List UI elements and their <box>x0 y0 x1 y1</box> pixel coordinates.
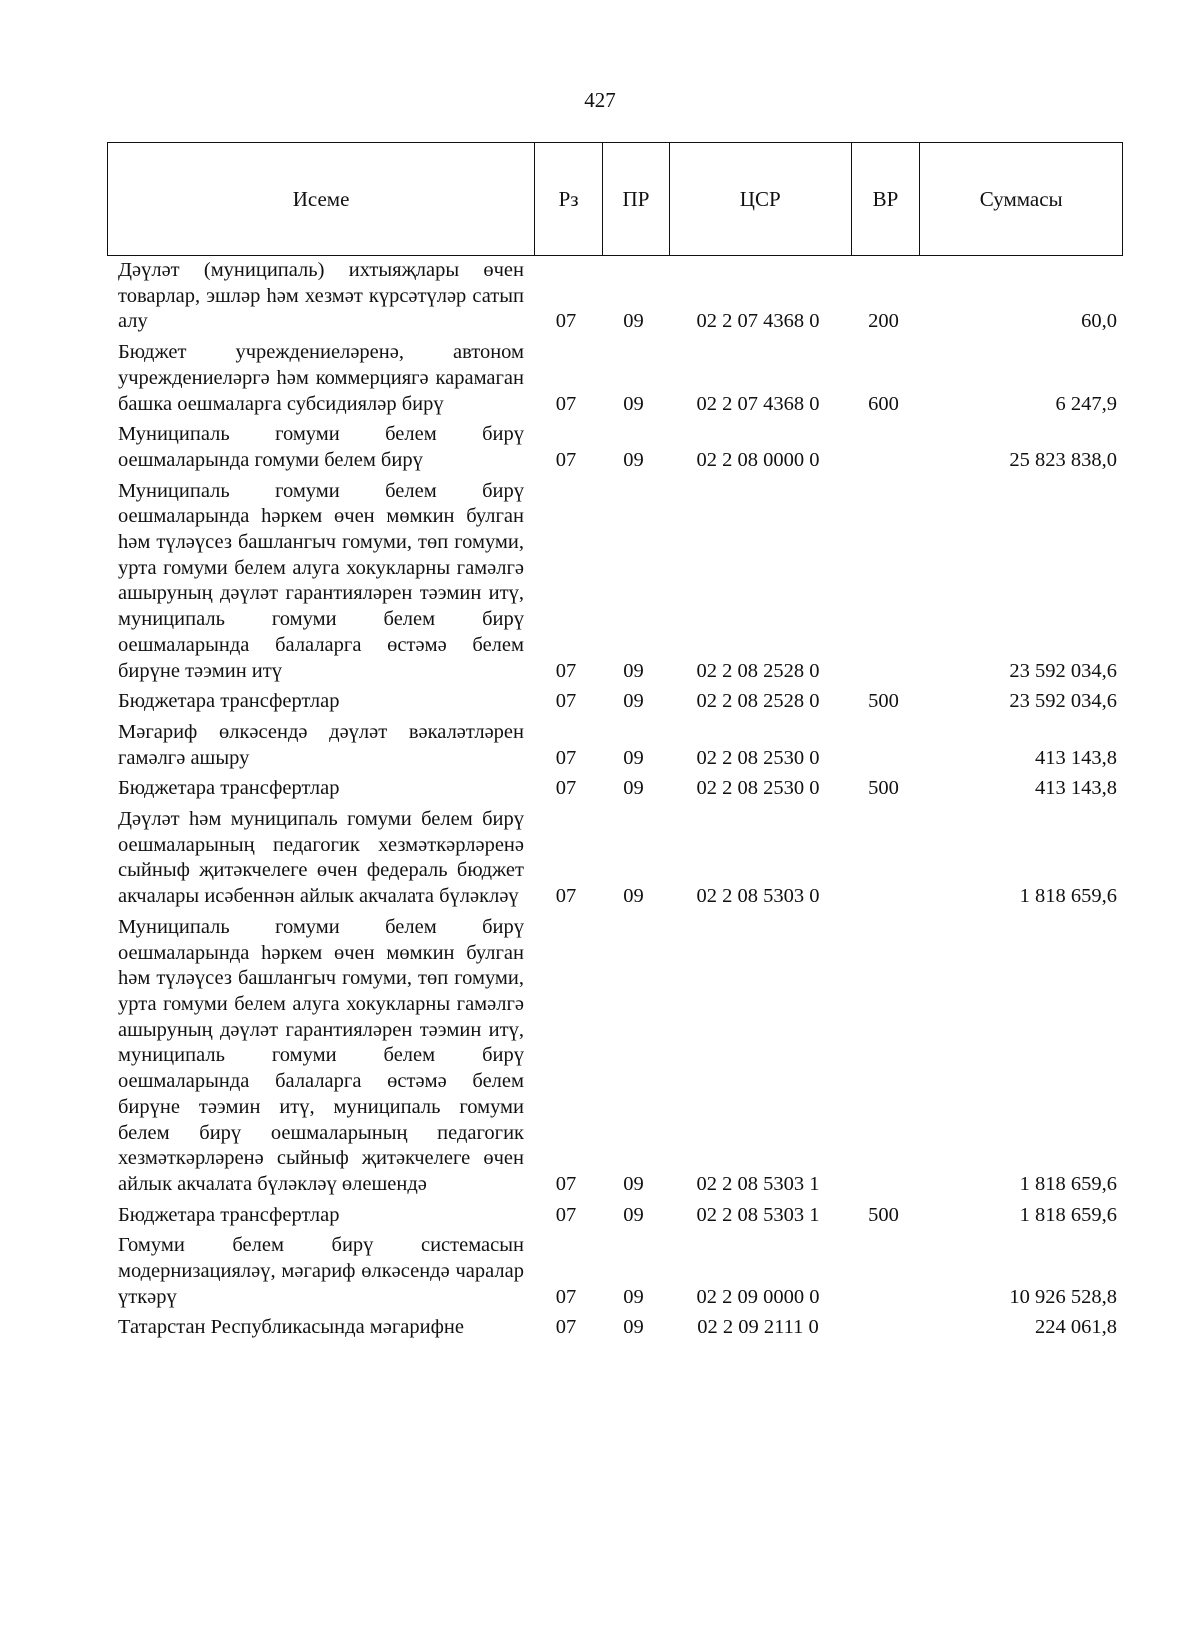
row-csr: 02 2 07 4368 0 <box>696 310 820 333</box>
row-rz: 07 <box>555 1285 577 1308</box>
table-row <box>0 1203 1200 1229</box>
row-name: Муниципаль гомуми белем бирү оешмаларында һәркем өчен мөмкин булган һәм түләүсез башлангыч гомуми, төп гомуми, урта гомуми белем алуга хокукларны гамәлгә ашыруның дәүләт гарантияләрен тәэмин итү, муниципаль гомуми белем бирү оешмаларында балаларга өстәмә белем бирүне тәэмин итү <box>118 479 524 682</box>
row-name: Дәүләт һәм муниципаль гомуми белем бирү оешмаларының педагогик хезмәткәрләренә сыйныф җитәкчелеге өчен федераль бюджет акчалары исәбеннән айлык акчалата бүләкләү <box>118 808 524 908</box>
table-row <box>0 1315 1200 1341</box>
row-rz: 07 <box>555 1316 577 1339</box>
table-row <box>0 422 1200 473</box>
row-vr: 200 <box>868 310 899 333</box>
row-sum: 6 247,9 <box>1055 392 1117 415</box>
row-csr: 02 2 08 0000 0 <box>696 448 820 471</box>
row-csr: 02 2 08 2530 0 <box>696 746 820 769</box>
row-sum: 1 818 659,6 <box>1019 1203 1117 1226</box>
row-rz: 07 <box>555 885 577 908</box>
table-header <box>107 142 1123 256</box>
row-sum: 23 592 034,6 <box>1009 690 1117 713</box>
row-vr: 600 <box>868 392 899 415</box>
row-rz: 07 <box>555 777 577 800</box>
row-name: Гомуми белем бирү системасын модернизацияләү, мәгариф өлкәсендә чаралар үткәрү <box>118 1234 524 1308</box>
row-name: Бюджетара трансфертлар <box>118 777 340 800</box>
row-pr: 09 <box>623 448 644 471</box>
header-sum: Суммасы <box>979 186 1063 211</box>
row-sum: 25 823 838,0 <box>1009 448 1117 471</box>
row-csr: 02 2 08 5303 1 <box>696 1172 820 1195</box>
table-row <box>0 776 1200 802</box>
header-vr: ВР <box>852 143 921 255</box>
row-rz: 07 <box>555 746 577 769</box>
header-name: Исеме <box>108 143 535 255</box>
row-name: Дәүләт (муниципаль) ихтыяҗлары өчен товарлар, эшләр һәм хезмәт күрсәтүләр сатып алу <box>118 259 524 333</box>
row-rz: 07 <box>555 690 577 713</box>
row-pr: 09 <box>623 310 644 333</box>
table-row <box>0 479 1200 685</box>
row-csr: 02 2 09 2111 0 <box>697 1316 819 1339</box>
row-vr: 500 <box>868 1203 899 1226</box>
row-csr: 02 2 09 0000 0 <box>696 1285 820 1308</box>
row-csr: 02 2 08 5303 1 <box>696 1203 820 1226</box>
row-pr: 09 <box>623 885 644 908</box>
row-name: Бюджетара трансфертлар <box>118 1203 340 1226</box>
row-rz: 07 <box>555 659 577 682</box>
table-row <box>0 1233 1200 1310</box>
row-rz: 07 <box>555 310 577 333</box>
table-body <box>0 258 1200 1346</box>
table-row <box>0 720 1200 771</box>
row-name: Муниципаль гомуми белем бирү оешмаларында гомуми белем бирү <box>118 423 524 471</box>
row-pr: 09 <box>623 1316 644 1339</box>
row-sum: 23 592 034,6 <box>1009 659 1117 682</box>
row-sum: 413 143,8 <box>1035 777 1117 800</box>
row-sum: 1 818 659,6 <box>1019 885 1117 908</box>
row-pr: 09 <box>623 1285 644 1308</box>
row-vr: 500 <box>868 690 899 713</box>
row-rz: 07 <box>555 448 577 471</box>
row-pr: 09 <box>623 659 644 682</box>
header-rz: Рз <box>535 143 603 255</box>
table-row <box>0 689 1200 715</box>
header-csr: ЦСР <box>670 143 852 255</box>
row-pr: 09 <box>623 746 644 769</box>
row-rz: 07 <box>555 1203 577 1226</box>
row-name: Мәгариф өлкәсендә дәүләт вәкаләтләрен гамәлгә ашыру <box>118 720 524 769</box>
row-pr: 09 <box>623 777 644 800</box>
row-pr: 09 <box>623 690 644 713</box>
row-pr: 09 <box>623 1203 644 1226</box>
table-row <box>0 340 1200 417</box>
table-row <box>0 258 1200 335</box>
row-csr: 02 2 08 2528 0 <box>696 690 820 713</box>
row-csr: 02 2 08 5303 0 <box>696 885 820 908</box>
row-pr: 09 <box>623 392 644 415</box>
row-pr: 09 <box>623 1172 644 1195</box>
row-sum: 1 818 659,6 <box>1019 1172 1117 1195</box>
table-row <box>0 915 1200 1198</box>
row-sum: 10 926 528,8 <box>1009 1285 1117 1308</box>
row-sum: 224 061,8 <box>1035 1316 1117 1339</box>
row-sum: 413 143,8 <box>1035 746 1117 769</box>
row-vr: 500 <box>868 777 899 800</box>
table-row <box>0 807 1200 910</box>
row-name: Татарстан Республикасында мәгарифне <box>118 1316 464 1339</box>
row-sum: 60,0 <box>1081 310 1117 333</box>
row-name: Бюджетара трансфертлар <box>118 690 340 713</box>
row-csr: 02 2 08 2530 0 <box>696 777 820 800</box>
row-csr: 02 2 07 4368 0 <box>696 392 820 415</box>
row-rz: 07 <box>555 392 577 415</box>
row-csr: 02 2 08 2528 0 <box>696 659 820 682</box>
header-pr: ПР <box>603 143 670 255</box>
row-rz: 07 <box>555 1172 577 1195</box>
page-number: 427 <box>584 88 616 112</box>
row-name: Муниципаль гомуми белем бирү оешмаларында һәркем өчен мөмкин булган һәм түләүсез башлангыч гомуми, төп гомуми, урта гомуми белем алуга хокукларны гамәлгә ашыруның дәүләт гарантияләрен тәэмин итү, муниципаль гомуми белем бирү оешмаларында балаларга өстәмә белем бирүне тәэмин итү, муниципаль гомуми белем бирү оешмаларының педагогик хезмәткәрләренә сыйныф җитәкчелеге өчен айлык акчалата бүләкләү өлешендә <box>118 915 524 1195</box>
row-name: Бюджет учреждениеләренә, автоном учреждениеләргә һәм коммерциягә карамаган башка оешмаларга субсидияләр бирү <box>118 341 524 415</box>
